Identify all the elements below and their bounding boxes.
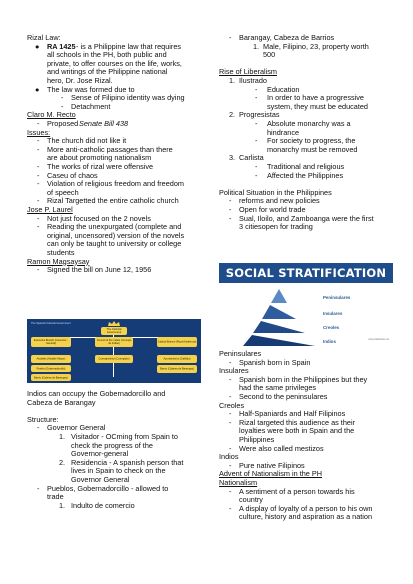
pyramid-tier — [253, 321, 305, 333]
dash-icon: - — [229, 443, 232, 453]
dash-icon: - — [229, 392, 232, 401]
pyramid-tier — [271, 289, 287, 303]
dash-icon: - — [229, 409, 232, 419]
strat-label-insulares: Insulares — [323, 311, 343, 316]
magsaysay-item: Signed the bill on June 12, 1956 — [47, 265, 152, 275]
number-marker: 2. — [59, 457, 66, 467]
dash-icon: - — [37, 196, 40, 206]
strat-label-indios: Indios — [323, 339, 336, 344]
chart-header: The Spanish Colonial Government — [31, 322, 71, 325]
dash-icon: - — [255, 170, 258, 180]
issue-item: are about promoting nationalism — [47, 153, 152, 163]
dash-icon: - — [37, 170, 40, 180]
ra-1425-bold: RA 1425 — [47, 41, 76, 51]
barangay-sub: 500 — [263, 50, 276, 60]
laurel-item: Not just focused on the 2 novels — [47, 213, 151, 223]
heading-laurel: Jose P. Laurel — [27, 205, 73, 214]
org-box-ayuntamiento: Ayuntamiento (Cabildo) — [157, 355, 197, 363]
political-item: Sual, Iloilo, and Zamboanga were the first — [239, 213, 374, 223]
pueblos-sub-item: Indulto de comercio — [71, 500, 135, 510]
gov-sub-item: lives in Spain to check on the — [71, 466, 166, 476]
heading-creoles-item: Were also called mestizos — [239, 443, 324, 453]
dash-icon: - — [37, 144, 40, 154]
org-box-executive: Executive Branch (Governor - General) — [31, 337, 71, 347]
pyramid-tier — [243, 335, 315, 346]
carlista-item: Traditional and religious — [267, 162, 345, 171]
ra-1425-text: all schools in the PH, both public and — [47, 50, 167, 60]
dash-icon: - — [61, 101, 64, 111]
dash-icon: - — [255, 93, 258, 103]
org-box-alcaldes: Alcaldes (Alcalde Mayor) — [31, 355, 71, 363]
issue-item: Rizal Targetted the entire catholic church — [47, 196, 179, 206]
issue-item: More anti-catholic passages than there — [47, 144, 173, 154]
pyramid-tier — [262, 305, 296, 319]
dash-icon: - — [229, 486, 232, 496]
dash-icon: - — [229, 205, 232, 214]
dash-icon: - — [37, 213, 40, 223]
ra-1425-text: private, to offer courses on the life, works, — [47, 58, 182, 68]
dash-icon: - — [229, 460, 232, 470]
heading-magsaysay: Ramon Magsaysay — [27, 256, 90, 266]
dash-icon: - — [37, 265, 40, 275]
org-box-corregimiento: Corregimiento (Corregidor) — [95, 355, 133, 363]
dash-icon: - — [255, 162, 258, 171]
heading-insulares: Insulares — [219, 366, 249, 376]
heading-creoles-item: Rizal targeted this audience as their — [239, 417, 356, 427]
strat-title: SOCIAL STRATIFICATION — [219, 263, 393, 283]
org-box-council: Council of the Indies (Consejo de Indias) — [96, 339, 132, 345]
heading-peninsulares-item: Spanish born in Spain — [239, 357, 311, 367]
carlista: Carlista — [239, 153, 264, 163]
heading-issues: Issues: — [27, 127, 51, 137]
indios-note: Cabeza de Barangay — [27, 397, 96, 407]
heading-rizal-law: Rizal Law: — [27, 33, 61, 42]
dash-icon: - — [61, 93, 64, 103]
strat-credit: www.slideshare.net — [368, 338, 389, 342]
heading-structure: Structure: — [27, 414, 59, 424]
heading-peninsulares: Peninsulares — [219, 349, 262, 358]
strat-label-creoles: Creoles — [323, 325, 340, 330]
dash-icon: - — [229, 417, 232, 427]
dash-icon: - — [229, 196, 232, 206]
number-marker: 2. — [229, 110, 236, 120]
heading-nationalism: Nationalism — [219, 478, 258, 487]
number-marker: 1. — [229, 76, 236, 85]
heading-indios-item: Pure native Filipinos — [239, 460, 305, 470]
progresistas-item: monarchy must be removed — [267, 144, 358, 154]
heading-nationalism-item: country — [239, 495, 263, 505]
barangay-item: Barangay, Cabeza de Barrios — [239, 33, 335, 42]
bullet-icon: ● — [35, 41, 40, 51]
dash-icon: - — [37, 162, 40, 171]
formed-reason-item: Sense of Filipino identity was dying — [71, 93, 185, 103]
org-box-pueblo: Pueblo (Gobernadorcillo) — [31, 365, 71, 372]
social-stratification-image — [219, 263, 393, 347]
org-box-barrio-right: Barrio (Cabeza de Barangay) — [157, 365, 197, 373]
number-marker: 1. — [59, 500, 66, 510]
recto-item-italic: Senate Bill 438 — [79, 119, 129, 128]
heading-liberalism: Rise of Liberalism — [219, 67, 277, 77]
issue-item: Caseu of chaos — [47, 170, 98, 180]
carlista-item: Affected the Philippines — [267, 170, 344, 180]
colonial-government-chart — [27, 319, 201, 383]
political-item: Open for world trade — [239, 205, 306, 214]
gov-sub-item: Governor-general — [71, 449, 129, 459]
org-box-judicial: Judicial Branch (Royal Audiencia) — [157, 337, 197, 347]
number-marker: 3. — [229, 153, 236, 163]
dash-icon: - — [37, 423, 40, 433]
dash-icon: - — [255, 84, 258, 94]
laurel-item: Reading the unexpurgated (complete and — [47, 222, 182, 232]
dash-icon: - — [255, 119, 258, 128]
laurel-item: original, uncensored) version of the novels — [47, 230, 185, 240]
heading-indios: Indios — [219, 452, 239, 462]
issue-item: of speech — [47, 187, 79, 197]
progresistas-item: Absolute monarchy was a — [267, 119, 351, 128]
ra-1425-text: and writings of the Philippine national — [47, 67, 168, 77]
dash-icon: - — [229, 33, 232, 42]
heading-recto: Claro M. Recto — [27, 110, 76, 120]
formed-reason-item: Detachment — [71, 101, 111, 111]
progresistas-item: For society to progress, the — [267, 136, 356, 146]
laurel-item: students — [47, 248, 75, 257]
gov-sub-item: Visitador - OCming from Spain to — [71, 432, 178, 441]
indios-note: Indios can occupy the Gobernadorcillo and — [27, 389, 166, 398]
pueblos-item: trade — [47, 492, 64, 502]
ra-1425-text: - is a Philippine law that requires — [76, 41, 182, 51]
political-item: reforms and new policies — [239, 196, 320, 206]
heading-creoles-item: Philippines — [239, 435, 275, 444]
bullet-icon: ● — [35, 84, 40, 94]
pueblos-item: Pueblos, Gobernadorcillo - allowed to — [47, 483, 169, 493]
progresistas: Progresistas — [239, 110, 280, 120]
heading-nationalism-item: A sentiment of a person towards his — [239, 486, 355, 496]
issue-item: Violation of religious freedom and freedom — [47, 179, 184, 189]
issue-item: The works of rizal were offensive — [47, 162, 154, 171]
number-marker: 1. — [59, 432, 66, 441]
ilustrado: Ilustrado — [239, 76, 267, 85]
laurel-item: can only be taught to university or college — [47, 239, 182, 249]
issue-item: The church did not like it — [47, 136, 127, 146]
political-item: 3 citiesopen for trading — [239, 222, 313, 232]
ilustrado-item: In order to have a progressive — [267, 93, 364, 103]
ra-1425-text: hero, Dr. Jose Rizal. — [47, 76, 113, 85]
progresistas-item: hindrance — [267, 127, 300, 137]
org-box-colonial: The Colonial Government — [101, 327, 127, 335]
heading-creoles: Creoles — [219, 400, 245, 410]
dash-icon: - — [229, 357, 232, 367]
recto-item-prefix: Proposed — [47, 119, 79, 128]
dash-icon: - — [37, 136, 40, 146]
governor-general: Governor General — [47, 423, 106, 433]
heading-political: Political Situation in the Philippines — [219, 187, 332, 197]
dash-icon: - — [37, 222, 40, 232]
heading-nationalism-item: A display of loyalty of a person to his own — [239, 503, 373, 513]
dash-icon: - — [255, 136, 258, 146]
dash-icon: - — [37, 483, 40, 493]
dash-icon: - — [229, 374, 232, 384]
barangay-sub: Male, Filipino, 23, property worth — [263, 41, 369, 51]
dash-icon: - — [37, 179, 40, 189]
heading-insulares-item: Spanish born in the Philippines but they — [239, 374, 368, 384]
law-formed-due: The law was formed due to — [47, 84, 135, 94]
number-marker: 1. — [253, 41, 260, 51]
heading-creoles-item: Half-Spaniards and Half Filipinos — [239, 409, 346, 419]
gov-sub-item: Residencia - A spanish person that — [71, 457, 184, 467]
heading-advent: Advent of Nationalism in the PH — [219, 469, 323, 479]
heading-nationalism-item: culture, history and aspiration as a nation — [239, 512, 373, 522]
dash-icon: - — [229, 503, 232, 513]
ilustrado-item: Education — [267, 84, 300, 94]
dash-icon: - — [229, 213, 232, 223]
ilustrado-item: system, they must be educated — [267, 101, 368, 111]
heading-insulares-item: Second to the peninsulares — [239, 392, 328, 401]
gov-sub-item: Governor General — [71, 475, 130, 484]
dash-icon: - — [37, 119, 40, 128]
heading-insulares-item: had the same privileges — [239, 383, 317, 393]
org-box-barrio: Barrio (Cabeza de Barangay) — [31, 374, 71, 381]
gov-sub-item: check the progress of the — [71, 440, 153, 450]
heading-creoles-item: loyalties were both in Spain and the — [239, 426, 355, 436]
strat-label-peninsulares: Peninsulares — [323, 295, 351, 300]
pyramid-graphic — [219, 283, 393, 347]
